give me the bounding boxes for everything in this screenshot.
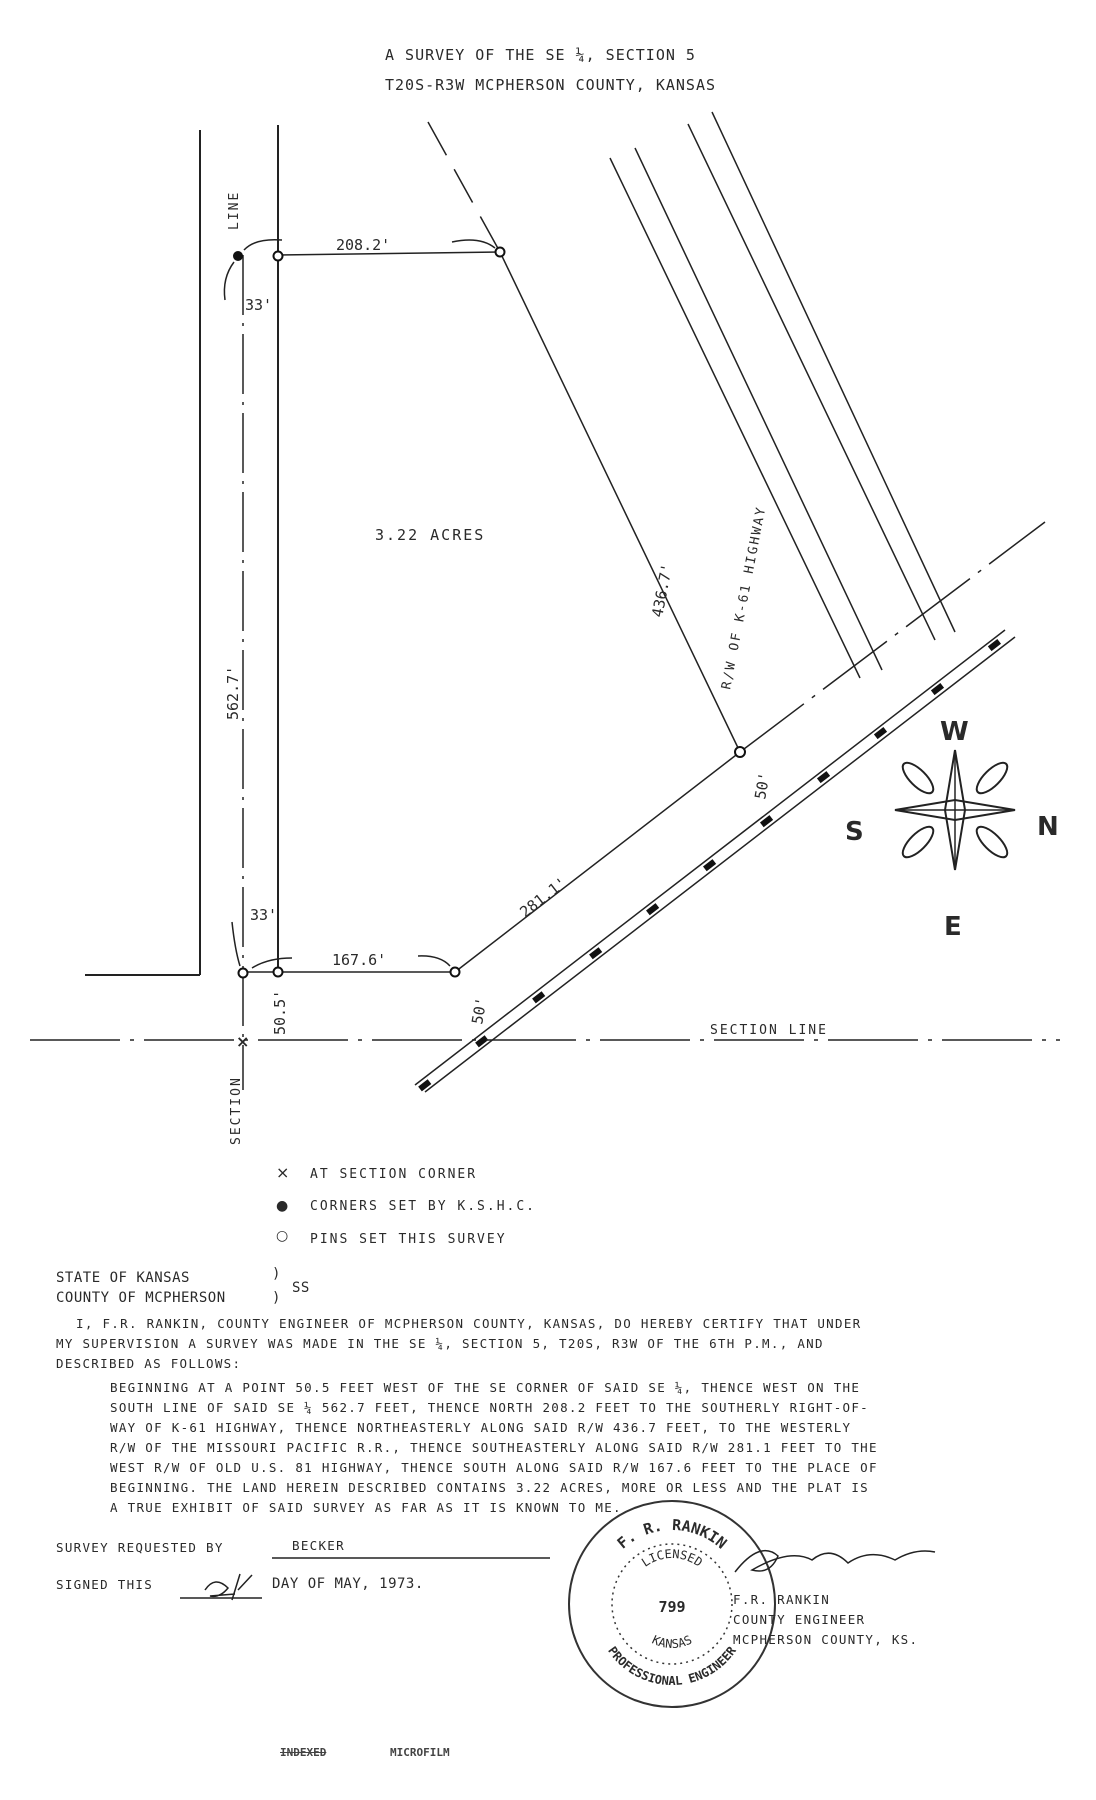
section-vertical-label: SECTION [229,1076,244,1145]
legend-symbol-circle: ○ [276,1228,289,1244]
highway-line-2 [635,148,882,670]
description-line-2: SOUTH LINE OF SAID SE ¼ 562.7 FEET, THENCE NORTH 208.2 FEET TO THE SOUTHERLY RIGHT-OF- [110,1400,870,1415]
dim-railroad: 281.1' [516,873,571,922]
line-label-top: LINE [227,190,242,230]
signature-name: F.R. RANKIN [733,1592,831,1607]
pin-se-hwy [735,747,745,757]
compass-bottom-letter: E [944,912,962,942]
offset-top: 33' [245,296,273,314]
legend-text-3: PINS SET THIS SURVEY [310,1232,507,1247]
description-line-4: R/W OF THE MISSOURI PACIFIC R.R., THENCE SOUTHEASTERLY ALONG SAID R/W 281.1 FEET TO THE [110,1440,878,1455]
title-line-1: A SURVEY OF THE SE ¼, SECTION 5 [385,46,696,64]
venue-ss: SS [292,1280,310,1296]
venue-state: STATE OF KANSAS [56,1270,190,1286]
pin-ne [496,248,505,257]
arrow-south-right [418,956,450,966]
certificate-line-3: DESCRIBED AS FOLLOWS: [56,1356,242,1371]
signature-county: MCPHERSON COUNTY, KS. [733,1632,919,1647]
legend-symbol-dot: ● [276,1198,289,1214]
offset-bottom: 33' [250,906,278,924]
pin-sw-a [239,969,248,978]
highway-rw-label: R/W OF K-61 HIGHWAY [719,504,770,691]
certificate-line-1: I, F.R. RANKIN, COUNTY ENGINEER OF MCPHERSON COUNTY, KANSAS, DO HEREBY CERTIFY THAT UNDER [76,1316,862,1331]
requested-value: BECKER [292,1538,345,1553]
compass-rose [895,750,1015,870]
dim-south: 167.6' [332,951,387,969]
arrow-north-left [244,240,282,250]
boundary-railroad-rw [455,752,740,972]
highway-line-1 [610,158,860,678]
dim-west: 562.7' [224,665,242,720]
compass-right-letter: N [1037,812,1059,842]
pin-sw-b [274,968,283,977]
seal-bottom-text: PROFESSIONAL ENGINEER [605,1643,739,1688]
indexed-stamp: INDEXED [280,1746,327,1759]
seal-license-number: 799 [658,1598,686,1616]
venue-paren-1: ) [272,1266,281,1282]
arrow-south-mid [252,958,292,968]
compass-top-letter: W [940,717,969,747]
description-line-6: BEGINNING. THE LAND HEREIN DESCRIBED CONTAINS 3.22 ACRES, MORE OR LESS AND THE PLAT IS [110,1480,870,1495]
pin-nw [274,252,283,261]
certificate-line-2: MY SUPERVISION A SURVEY WAS MADE IN THE SE ¼, SECTION 5, T20S, R3W OF THE 6TH P.M., AND [56,1336,824,1351]
area-label: 3.22 ACRES [375,526,486,544]
day-handwriting [205,1574,252,1600]
description-line-5: WEST R/W OF OLD U.S. 81 HIGHWAY, THENCE SOUTH ALONG SAID R/W 167.6 FEET TO THE PLACE OF [110,1460,878,1475]
section-corner-marker: × [236,1032,250,1051]
title-line-2: T20S-R3W MCPHERSON COUNTY, KANSAS [385,76,717,94]
signed-label: SIGNED THIS [56,1577,154,1592]
description-line-3: WAY OF K-61 HIGHWAY, THENCE NORTHEASTERLY ALONG SAID R/W 436.7 FEET, TO THE WESTERLY [110,1420,852,1435]
description-line-1: BEGINNING AT A POINT 50.5 FEET WEST OF THE SE CORNER OF SAID SE ¼, THENCE WEST ON THE [110,1380,861,1395]
highway-line-3 [688,124,935,640]
seal-licensed-text: LICENSED [638,1546,706,1570]
kshc-corner-marker [233,251,243,261]
rr-width-a: 50' [751,770,774,801]
venue-county: COUNTY OF MCPHERSON [56,1290,226,1306]
boundary-highway-rw [500,252,740,752]
microfilm-stamp: MICROFILM [390,1746,450,1759]
dim-north: 208.2' [336,236,391,254]
legend-symbol-x: × [276,1163,290,1182]
offset-south: 50.5' [271,989,289,1035]
arrow-south-left [232,922,240,966]
venue-paren-2: ) [272,1290,281,1306]
compass-left-letter: S [845,817,864,847]
section-line-label: SECTION LINE [710,1023,828,1038]
description-line-7: A TRUE EXHIBIT OF SAID SURVEY AS FAR AS IT IS KNOWN TO ME. [110,1500,622,1515]
seal-state-text: KANSAS [649,1632,695,1652]
rr-width-b: 50' [468,995,491,1026]
dim-highway: 436.7' [648,562,677,619]
arrow-north-right [452,240,495,248]
seal-top-text: F. R. RANKIN [613,1515,731,1553]
railroad-rail-1 [415,630,1005,1085]
highway-centerline-dashed [428,122,500,252]
legend-text-2: CORNERS SET BY K.S.H.C. [310,1199,537,1214]
legend-text-1: AT SECTION CORNER [310,1167,478,1182]
arrow-north-down [224,262,234,300]
signature-title: COUNTY ENGINEER [733,1612,866,1627]
signed-rest: DAY OF MAY, 1973. [272,1576,424,1592]
pin-south-east [451,968,460,977]
requested-label: SURVEY REQUESTED BY [56,1540,224,1555]
